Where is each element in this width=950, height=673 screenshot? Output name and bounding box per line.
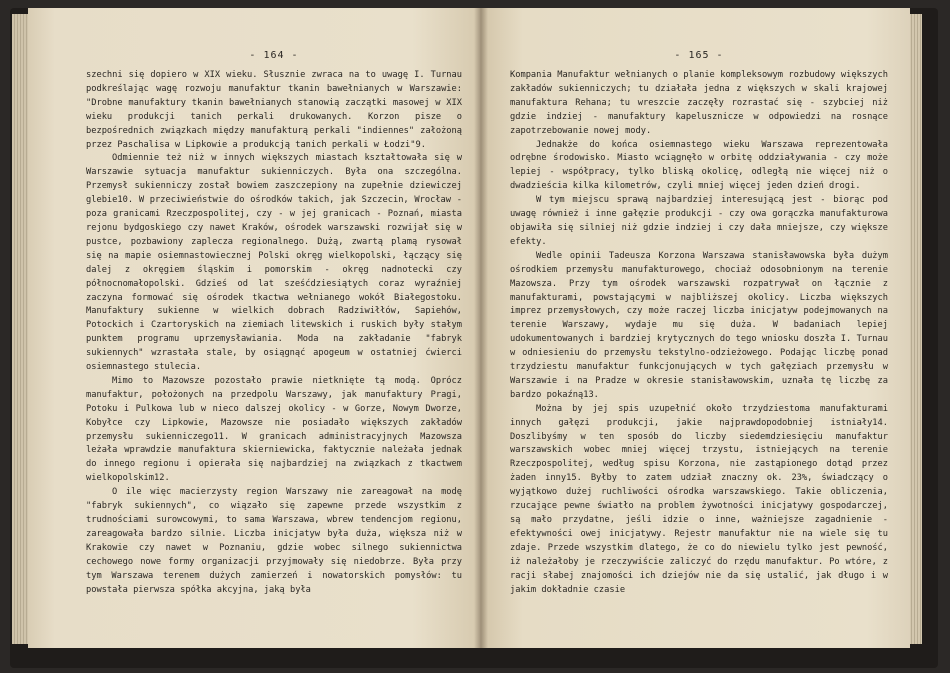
paragraph: O ile więc macierzysty region Warszawy nie zareagował na modę "fabryk sukiennych", co wiązało się zapewne przede wszystkim z trudnościami surowcowymi, to sama Warszawa, wbrew tendencjom regionu, zareagowała bardzo silnie. Liczba inicjatyw była duża, większa niż w Krakowie czy nawet w Poznaniu, gdzie wobec silnego sukiennictwa cechowego nowe formy organizacji przyjmowały się niedobrze. Była przy tym Warszawa terenem dużych zamierzeń i nowatorskich pomysłów: tu powstała pierwsza spółka akcyjna, jaką była: [86, 487, 462, 595]
left-page-text: [86, 69, 462, 597]
paragraph: Mimo to Mazowsze pozostało prawie nietknięte tą modą. Oprócz manufaktur, położonych na przedpolu Warszawy, jak manufaktury Pragi, Potoku i Pulkowa lub w nieco dalszej okolicy - w Gorze, Nowym Dworze, Kobyłce czy Lipkowie, Mazowsze nie posiadało większych zakładów przemysłu sukienniczego11. W granicach administracyjnych Mazowsza leżała wprawdzie manufaktura skierniewicka, faktycznie należała jednak do innego regionu i opierała się najbardziej na związkach z tkactwem wielkopolskim12.: [86, 375, 462, 484]
paragraph: szechni się dopiero w XIX wieku. Słusznie zwraca na to uwagę I. Turnau podkreślając wagę rozwoju manufaktur tkanin bawełnianych w Warszawie: "Drobne manufaktury tkanin bawełnianych stanowią zaczątki masowej w XIX wieku produkcji tanich perkali drukowanych. Korzon pisze o bezpośrednich związkach między manufakturą perkali "indiennes" założoną przez Paschalisa w Lipkowie a produkcją tanich perkali w Łodzi"9.: [86, 70, 462, 150]
paragraph: Odmiennie też niż w innych większych miastach kształtowała się w Warszawie sytuacja manufaktur sukienniczych. Była ona szczególna. Przemysł sukienniczy został bowiem zaszczepiony na zupełnie dziewiczej glebie10. W przeciwieństwie do ośrodków takich, jak Szczecin, Wrocław - poza granicami Rzeczpospolitej, czy - w jej granicach - Poznań, miasta rejonu bydgoskiego czy nawet Kraków, ośrodek warszawski rozwijał się w pustce, pozbawiony zaplecza regionalnego. Dużą, zwartą plamą rysował się na mapie osiemnastowiecznej Polski okręg wielkopolski, łączący się dalej z okręgiem śląskim i pomorskim - okręg nadnotecki czy północnomałopolski. Gdzieś od lat sześćdziesiątych coraz wyraźniej zaczyna formować się ośrodek tkactwa wełnianego wokół Białegostoku. Manufaktury sukienne w wielkich dobrach Radziwiłłów, Sapiehów, Potockich i Czartoryskich na ziemiach litewskich i ruskich były stałym punktem programu uprzemysławiania. Moda na zakładanie "fabryk sukiennych" wzrastała stale, by osiągnąć apogeum w ostatniej ćwierci osiemnastego stulecia.: [86, 153, 462, 373]
page-number-left: - 164 -: [249, 50, 299, 61]
page-edges-right: [908, 14, 922, 644]
book-gutter: [474, 8, 488, 648]
page-number-right: - 165 -: [674, 50, 724, 61]
paragraph: Wedle opinii Tadeusza Korzona Warszawa stanisławowska była dużym ośrodkiem przemysłu manufakturowego, chociaż odosobnionym na terenie Mazowsza. Przy tym ośrodek warszawski rozpatrywał on łącznie z manufakturami, powstającymi w najbliższej okolicy. Liczba większych imprez przemysłowych, czy może raczej liczba inicjatyw podejmowanych na terenie Warszawy, wydaje mu się duża. W badaniach lepiej udokumentowanych i bardziej krytycznych do tego wniosku doszła I. Turnau w odniesieniu do przemysłu tekstylno-odzieżowego. Podając liczbę ponad trzydziestu manufaktur funkcjonujących w tych gałęziach przemysłu w Warszawie i na Pradze w okresie stanisławowskim, uznała tę liczbę za bardzo pokaźną13.: [510, 250, 888, 400]
right-page: [480, 8, 910, 648]
paragraph: Kompania Manufaktur wełnianych o planie kompleksowym rozbudowy większych zakładów sukienniczych; tu działała jedna z większych w skali krajowej manufaktura Rehana; tu wreszcie zaczęły rozrastać się - szybciej niż gdzie indziej - manufaktury kapelusznicze w odpowiedzi na rosnące zapotrzebowanie nowej mody.: [510, 70, 888, 136]
paragraph: Jednakże do końca osiemnastego wieku Warszawa reprezentowała odrębne środowisko. Miasto wciągnęło w orbitę oddziaływania - czy może lepiej - współpracy, tylko bliską okolicę, odległą nie więcej niż o dwadzieścia kilka kilometrów, czyli mniej więcej jeden dzień drogi.: [510, 139, 888, 192]
left-page: [28, 8, 480, 648]
paragraph: W tym miejscu sprawą najbardziej interesującą jest - biorąc pod uwagę również i inne gałęzie produkcji - czy owa gorączka manufakturowa objawiła się silniej niż gdzie indziej i czy dała mniejsze, czy większe efekty.: [510, 195, 888, 247]
right-page-text: [510, 69, 888, 597]
paragraph: Można by jej spis uzupełnić około trzydziestoma manufakturami innych gałęzi produkcji, jakie najprawdopodobniej istniały14. Doszlibyśmy w ten sposób do liczby siedemdziesięciu manufaktur warszawskich wobec mniej więcej trzystu, istniejących na terenie Rzeczpospolitej, według spisu Korzona, nie zastąpionego dotąd przez żaden inny15. Byłby to zatem udział znaczny ok. 23%, świadczący o wyjątkowo dużej ruchliwości ośrodka warszawskiego. Takie obliczenia, rzucające pewne światło na problem żywotności inicjatywy gospodarczej, są mało przydatne, jeśli idzie o inne, ważniejsze zagadnienie - efektywności owej inicjatywy. Rejestr manufaktur nie na wiele się tu zdaje. Przede wszystkim dlatego, że co do niewielu tylko jest pewność, iż należałoby je rzeczywiście zaliczyć do rzędu manufaktur. Po wtóre, z racji słabej znajomości ich dziejów nie da się ustalić, jak długo i w jakim dokładnie czasie: [510, 403, 888, 595]
